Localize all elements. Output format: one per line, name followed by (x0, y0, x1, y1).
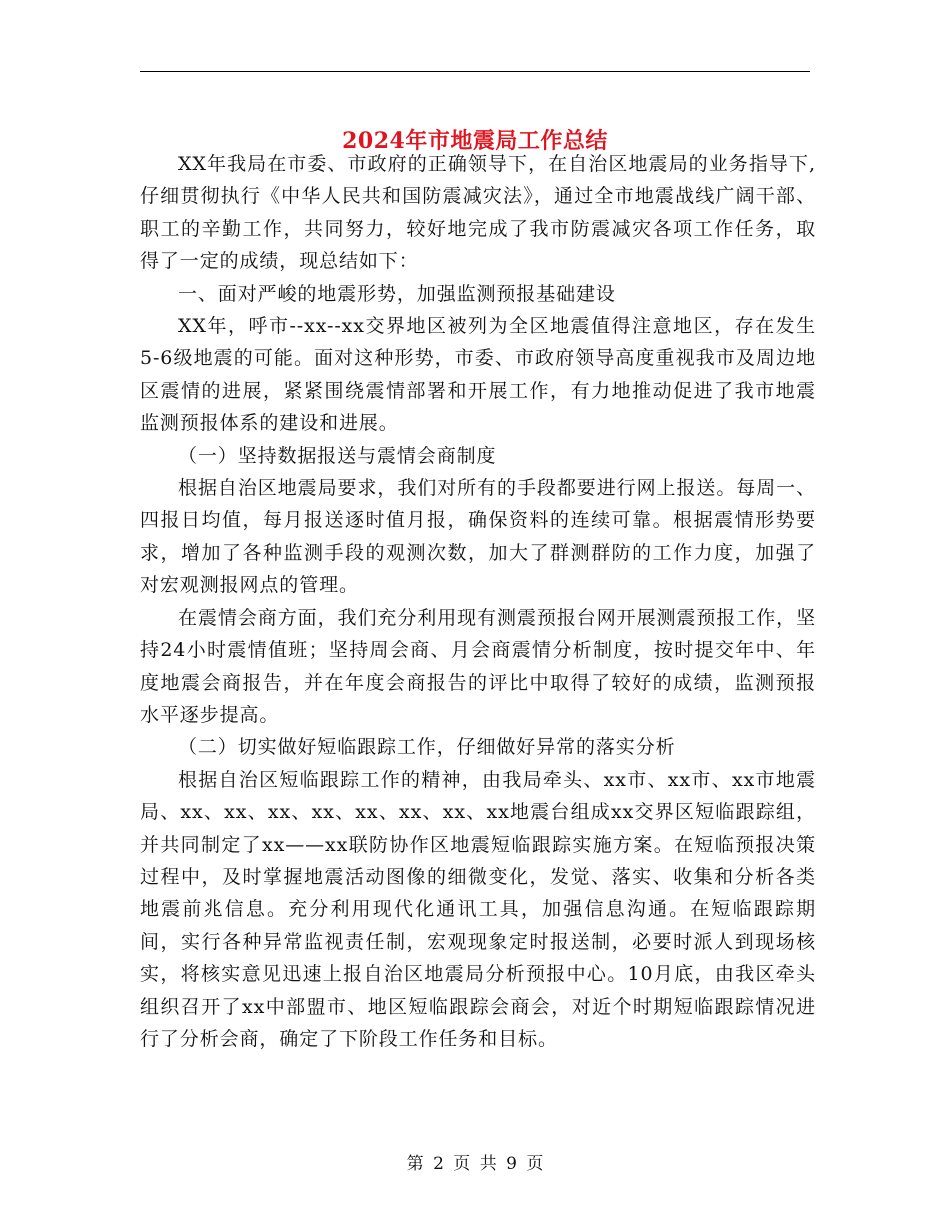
section-heading-1: 一、面对严峻的地震形势，加强监测预报基础建设 (178, 282, 616, 305)
paragraph-short-term-tracking: 根据自治区短临跟踪工作的精神，由我局牵头、xx市、xx市、xx市地震局、xx、xx、xx、xx、xx、xx、xx、xx地震台组成xx交界区短临跟踪组，并共同制定了xx——xx联防协作区地震短临跟踪实施方案。在短临预报决策过程中，及时掌握地震活动图像的细微变化，发觉、落实、收集和分析各类地震前兆信息。充分利用现代化通讯工具，加强信息沟通。在短临跟踪期间，实行各种异常监视责任制，宏观现象定时报送制，必要时派人到现场核实，将核实意见迅速上报自治区地震局分析预报中心。10月底，由我区牵头组织召开了xx中部盟市、地区短临跟踪会商会，对近个时期短临跟踪情况进行了分析会商，确定了下阶段工作任务和目标。 (140, 768, 816, 1050)
paragraph-data-reporting: 根据自治区地震局要求，我们对所有的手段都要进行网上报送。每周一、四报日均值，每月报送逐时值月报，确保资料的连续可靠。根据震情形势要求，增加了各种监测手段的观测次数，加大了群测群防的工作力度，加强了对宏观测报网点的管理。 (140, 477, 816, 597)
subsection-heading-2: （二）切实做好短临跟踪工作，仔细做好异常的落实分析 (178, 736, 676, 759)
paragraph-situation: XX年，呼市--xx--xx交界地区被列为全区地震值得注意地区，存在发生5-6级地震的可能。面对这种形势，市委、市政府领导高度重视我市及周边地区震情的进展，紧紧围绕震情部署和开展工作，有力地推动促进了我市地震监测预报体系的建设和进展。 (140, 315, 816, 435)
header-rule (140, 71, 810, 72)
document-title: 2024年市地震局工作总结 (342, 127, 608, 154)
page-number-footer: 第 2 页 共 9 页 (406, 1154, 544, 1174)
document-body (140, 148, 816, 1055)
paragraph-consultation: 在震情会商方面，我们充分利用现有测震预报台网开展测震预报工作，坚持24小时震情值班；坚持周会商、月会商震情分析制度，按时提交年中、年度地震会商报告，并在年度会商报告的评比中取得了较好的成绩，监测预报水平逐步提高。 (140, 606, 816, 726)
subsection-heading-1: （一）坚持数据报送与震情会商制度 (178, 444, 497, 467)
paragraph-intro: XX年我局在市委、市政府的正确领导下，在自治区地震局的业务指导下,仔细贯彻执行《中华人民共和国防震减灾法》，通过全市地震战线广阔干部、职工的辛勤工作，共同努力，较好地完成了我市防震减灾各项工作任务，取得了一定的成绩，现总结如下： (140, 153, 816, 273)
